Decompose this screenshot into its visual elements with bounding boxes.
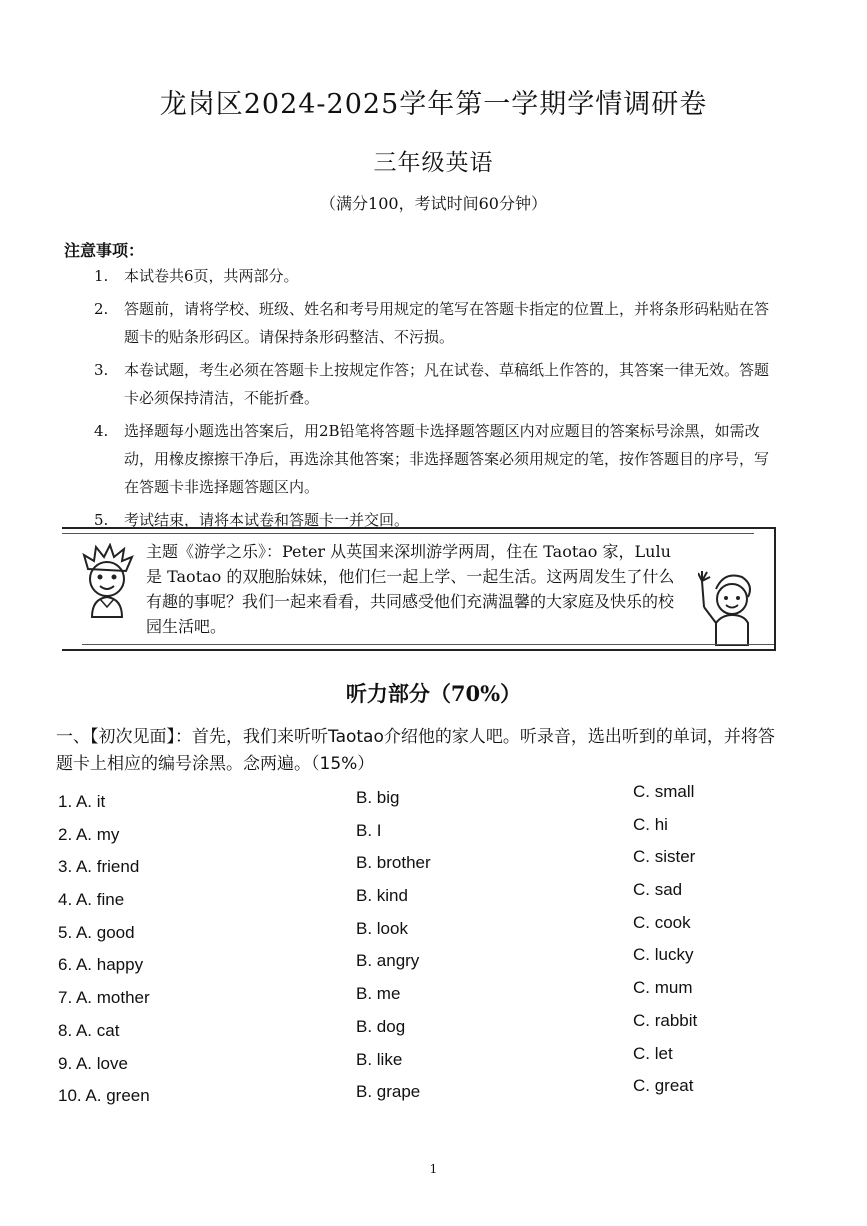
exam-subtitle: 三年级英语 [373, 150, 494, 176]
option-b: B. big [356, 788, 400, 807]
option-b: B. grape [356, 1082, 421, 1102]
page-number: 1 [429, 1162, 438, 1176]
option-a: 6. A. happy [58, 955, 144, 975]
notes-title: 注意事项： [64, 241, 145, 260]
note-text: 本卷试题，考生必须在答题卡上按规定作答；凡在试卷、草稿纸上作答的，其答案一律无效。答题卡必须保持清洁，不能折叠。 [124, 361, 770, 407]
option-b: B. kind [356, 886, 408, 906]
option-b: B. me [356, 984, 401, 1004]
option-b: B. dog [356, 1016, 406, 1036]
option-c: C. great [633, 1076, 694, 1096]
option-c: C. let [633, 1043, 673, 1063]
note-item [94, 262, 774, 290]
option-a: 5. A. good [58, 922, 135, 942]
note-number: 3. [94, 361, 109, 379]
waving-boy-icon [698, 567, 760, 647]
note-text: 考试结束，请将本试卷和答题卡一并交回。 [124, 511, 410, 529]
note-item [94, 356, 774, 412]
option-c: C. small [633, 782, 695, 801]
option-c: C. sister [633, 847, 696, 867]
question-row [58, 1076, 778, 1113]
option-c: C. rabbit [633, 1010, 698, 1030]
option-a: 9. A. love [58, 1053, 128, 1073]
note-text: 答题前，请将学校、班级、姓名和考号用规定的笔写在答题卡指定的位置上，并将条形码粘贴在答题卡的贴条形码区。请保持条形码整洁、不污损。 [124, 300, 770, 346]
theme-text: 主题《游学之乐》：Peter 从英国来深圳游学两周，住在 Taotao 家，Lulu 是 Taotao 的双胞胎妹妹，他们仨一起上学、一起生活。这两周发生了什么有趣的事呢？我们一起来看看，共同感受他们充满温馨的大家庭及快乐的校园生活吧。 [146, 542, 675, 636]
option-a: 4. A. fine [58, 890, 125, 910]
notes-list [94, 262, 774, 539]
option-c: C. lucky [633, 945, 694, 965]
note-item [94, 417, 774, 501]
option-b: B. angry [356, 951, 420, 971]
option-c: C. hi [633, 814, 668, 834]
option-c: C. mum [633, 978, 693, 998]
question-instruction: 一、【初次见面】：首先，我们来听听Taotao介绍他的家人吧。听录音，选出听到的单词，并将答题卡上相应的编号涂黑。念两遍。（15%） [56, 727, 775, 774]
option-b: B. brother [356, 853, 431, 873]
note-number: 4. [94, 422, 109, 440]
option-c: C. sad [633, 880, 683, 900]
note-text: 本试卷共6页，共两部分。 [124, 267, 299, 285]
option-b: B. I [356, 820, 382, 840]
exam-info: （满分100，考试时间60分钟） [320, 194, 547, 213]
exam-title: 龙岗区2024-2025学年第一学期学情调研卷 [159, 89, 708, 120]
note-item [94, 295, 774, 351]
theme-box [62, 527, 776, 651]
listening-section-title: 听力部分（70%） [345, 681, 522, 706]
note-text: 选择题每小题选出答案后，用2B铅笔将答题卡选择题答题区内对应题目的答案标号涂黑，如需改动，用橡皮擦擦干净后，再选涂其他答案；非选择题答案必须用规定的笔，按作答题目的序号，写在答题卡非选择题答题区内。 [124, 422, 770, 496]
option-a: 3. A. friend [58, 857, 140, 877]
note-number: 5. [94, 511, 109, 529]
option-b: B. look [356, 918, 408, 938]
note-number: 1. [94, 267, 109, 285]
option-a: 2. A. my [58, 824, 120, 844]
question-list [58, 782, 778, 1113]
boy-cartoon-icon [78, 543, 136, 621]
note-number: 2. [94, 300, 109, 318]
option-c: C. cook [633, 912, 691, 932]
option-a: 7. A. mother [58, 988, 150, 1008]
option-a: 8. A. cat [58, 1020, 120, 1040]
option-a: 1. A. it [58, 792, 106, 811]
option-b: B. like [356, 1049, 403, 1069]
question-row [58, 782, 778, 819]
option-a: 10. A. green [58, 1086, 150, 1106]
